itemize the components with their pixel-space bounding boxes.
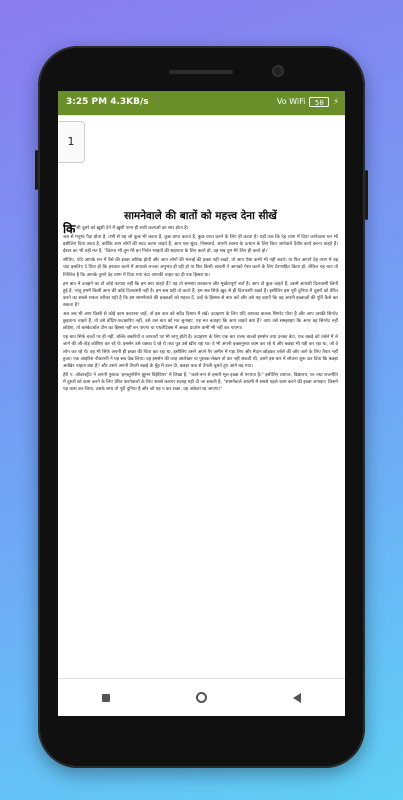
article-title: सामनेवाले की बातों को महत्त्व देना सीखें [124,210,277,222]
article-content[interactable] [63,209,338,669]
triangle-back-icon [293,693,301,703]
charging-icon: ⚡ [333,97,339,106]
status-left [66,97,149,107]
phone-screen [58,91,345,716]
network-speed: 4.3KB/s [110,97,149,107]
paragraph-0-text: सी दूसरे को ख़ुशी देने में ख़ुशी पाना ही सारी कलाओं का सार होता है। [76,226,189,231]
status-time: 3:25 PM [66,97,108,107]
square-recent-icon [102,694,110,702]
article-paragraph-3: हम बात में उतझने का तो कोई फायदा नहीं कि हम क्या चाहते हैं? यह तो समस्या बचकाना और मूर्खतापूर्ण बातें हैं। आप तो कुछ चाहते हैं, उसमें आपकी दिलचस्पी छिपी हुई है, परंतु हममें किसी अन्य की कोई दिलचस्पी नहीं है। हम सब यही तो करते हैं, हम सब सिर्फ़ ख़ुद से ही दिलचस्पी रखते हैं। इसीलिए इस पूरी दुनिया में दूसरों को प्रेरित करने का सबसे सफल तरीका यही है कि हम सामनेवाले की इच्छाओं को महत्त्व दें, उन्हें के हिसाब से बात करें और उसे यह बताएँ कि वह अपनी इच्छाओं की पूर्ति कैसे कर सकता है? [63,281,338,308]
back-button[interactable] [282,683,312,713]
top-divider [58,115,345,116]
drop-cap: कि [63,222,76,236]
earpiece-speaker [169,70,233,74]
signal-icon: Vo WiFi [276,97,306,106]
battery-icon: 58 [309,97,329,107]
status-right [277,96,339,108]
page-number-indicator[interactable]: 1 [58,121,85,163]
status-bar [58,91,345,115]
navigation-bar [58,679,345,716]
front-camera [274,67,282,75]
circle-home-icon [196,692,207,703]
volume-button [35,150,38,190]
article-paragraph-4: अब जब भी आप किसी से कोई काम करवाना चाहें, तो इस बात को सदैव दिमाग़ में रखें। उदाहरण के लिए यदि आपका बालक सिगरेट पीता है और आप उसकी सिगरेट छुड़वाना चाहते हैं, तो उसे डाँटिए-फटकारिए नहीं, उसे उस बात को मत सुनाइए, यह मत बताइए कि आप चाहते क्या हैं? आप उसे समझाइए कि अगर वह सिगरेट नहीं छोड़ेगा, तो बास्केटबॉल टीम का हिस्सा नहीं बन पाएगा या एथलेटिक्स में अच्छा प्रदर्शन कभी भी नहीं कर पाएगा। [63,312,338,332]
power-button [365,170,368,220]
recent-apps-button[interactable] [91,683,121,713]
article-paragraph-5: यह बात सिर्फ़ बच्चों पर ही नहीं, बल्कि बकरियों व जानवरों पर भी लागू होती है। उदाहरण के लिए एक बार राल्फ वाल्डो इमर्सन तथा उनका बेटा, एक बछड़े को तबेले में ले जाने की जी-तोड़ कोशिश कर रहे थे। इमर्सन उसे धक्का दे रहे थे तथा पुत्र उसे खींच रहा था। वे भी अपनी इच्छानुसार काम कर रहे थे और बछड़ा भी यही कर रहा था, जो वे लोग कर रहे थे। वह भी सिर्फ़ अपनी ही इच्छा की चिंता कर रहा था, इसीलिए उसने अपने पैर ज़मीन में गड़ा लिए और मैदान छोड़कर तबेले की ओर जाने के लिए तैयार नहीं हुआ। एक आइरिश नौकरानी ने यह सब देख लिया। वह इमर्सन की तरह आलेखन या पुस्तक-लेखन तो कर नहीं सकती थी, उसने इस बार में सोचना शुरू कर दिया कि बछड़ा आखिर चाहता क्या है? और उसने अपनी उँगली बछड़े के मुँह में डाल दी, बछड़ा चाव से उँगली चूसते हुए आगे बढ़ गया। [63,335,338,369]
article-paragraph-6: हैरी ए. ओवरस्ट्रीट ने अपनी पुस्तक 'इन्फ़्लुएंसिंग ह्यूमन बिहेवियर' में लिखा है, "कार्य-रूप से हमारी मूल इच्छा से पनपता है।" इसीलिए व्यापार, विद्यालय, घर तथा राजनीति में दूसरों को काम करने के लिए प्रेरित करनेवालों के लिए सबसे कारगर सलाह यही दी जा सकती है, "सामनेवाले आदमी में सबसे पहले काम करने की इच्छा जगाइए। जिसने यह काम कर लिया, उसके साथ तो पूरी दुनिया है और जो यह न कर सका, वह अकेला रह जाएगा।" [63,372,338,392]
article-paragraph-2: सोचिए, यदि आपके मन में पैसे की इच्छा अधिक होती और आप लोगों की भलाई की इच्छा नहीं रखते, तो आप ऐसा कभी भी नहीं करते। या फिर आपने देह त्याग में वह चंदा इसलिए दे दिया हो कि इनकार करने में आपको लज्जा अनुभव हो रही हो या फिर किसी आदमी ने आपको ऐसा करने के लिए प्रेरणाहित किया हो, लेकिन यह बात तो निश्चित है कि आपके तुमने देह त्याग में दिया गया चंदा आपकी चाहत का ही एक हिस्सा था। [63,258,338,278]
article-paragraph-1: जब से मनुष्य पैदा होता है, तभी से वह जो कुछ भी करता है, कुछ प्राप्त करता है, कुछ प्राप्त करने के लिए ही करता है। यहाँ तक कि देह त्याग में दिया जानेवाला धन भी इसीलिए दिया जाता है, क्योंकि आप लोगों की मदद करना चाहते हैं, आप एक सुंदर, निस्स्वार्थ, अपनी आत्मा के उत्थान के लिए किए जानेवाले दैवीय कार्य करना चाहते हैं। ईश्वर का भी यही मत है, 'जितना भी तुम मेरे इन निर्धन भाइयों की सहायता के लिए करते हो, वह सब तुम मेरे लिए ही करते हो।' [63,235,338,255]
article-paragraph-0 [63,222,338,236]
home-button[interactable] [186,683,216,713]
